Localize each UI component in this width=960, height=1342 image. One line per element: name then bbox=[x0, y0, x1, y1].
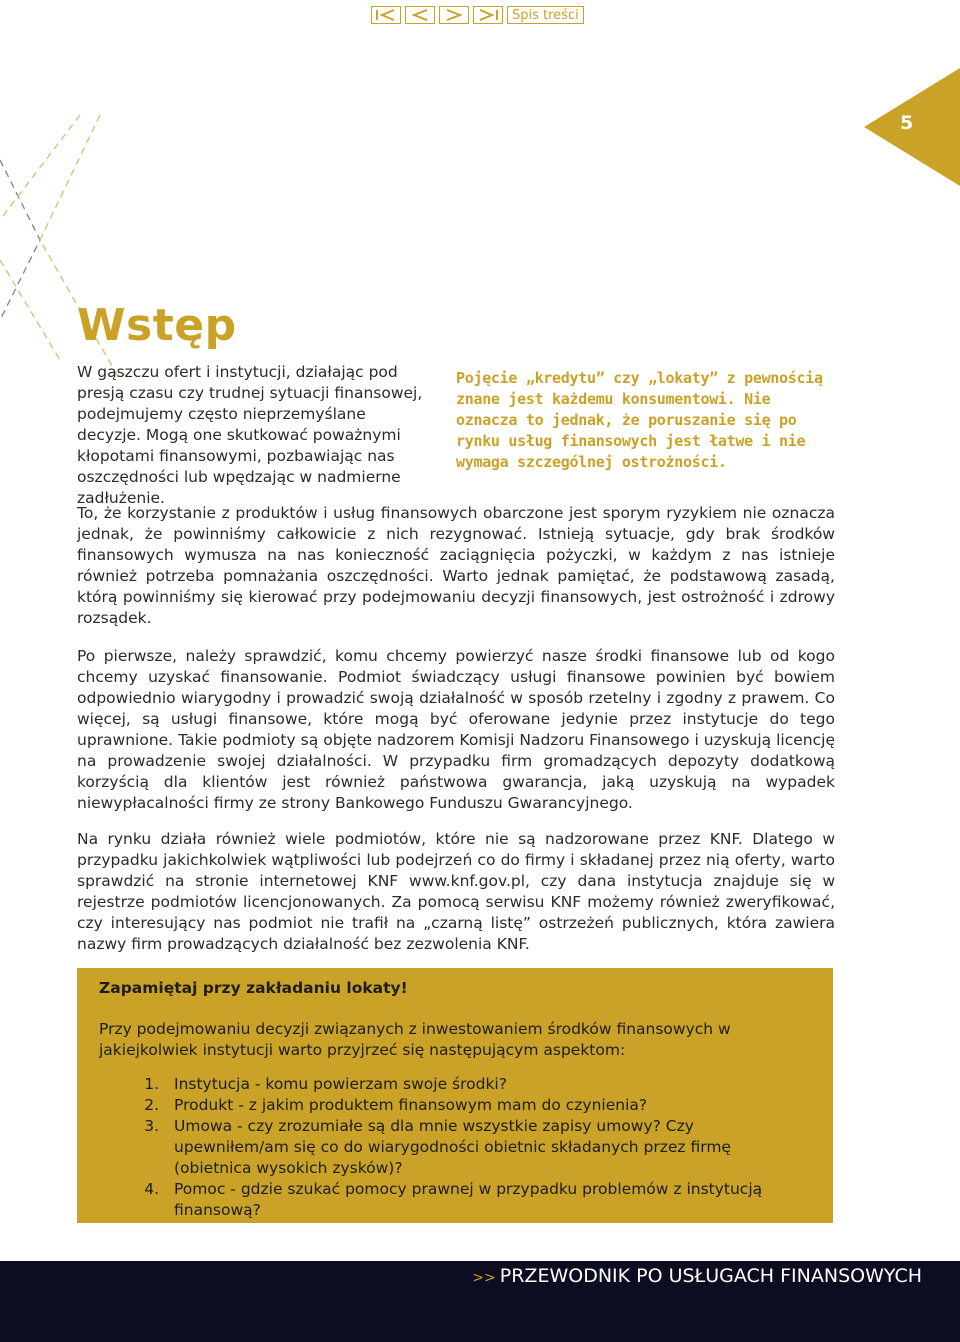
list-item: 1. Instytucja - komu powierzam swoje środki? bbox=[164, 1074, 811, 1095]
intro-paragraph: W gąszczu ofert i instytucji, działając pod presją czasu czy trudnej sytuacji finansowej, podejmujemy często nieprzemyślane decyzje. Mogą one skutkować poważnymi kłopotami finansowymi, pozbawiając nas oszczędności lub wpędzając w nadmierne zadłużenie. bbox=[77, 363, 423, 507]
pull-quote: Pojęcie „kredytu” czy „lokaty” z pewnością znane jest każdemu konsumentowi. Nie oznacza to jednak, że poruszanie się po rynku usług finansowych jest łatwe i nie wymaga szczególnej ostrożności. bbox=[456, 369, 823, 471]
first-page-button[interactable] bbox=[371, 6, 401, 24]
reminder-title: Zapamiętaj przy zakładaniu lokaty! bbox=[99, 979, 408, 997]
footer-arrow: >> bbox=[472, 1270, 496, 1286]
last-page-icon bbox=[477, 9, 499, 21]
footer-title bbox=[472, 1265, 922, 1287]
previous-page-icon bbox=[409, 9, 431, 21]
footer-title-text: PRZEWODNIK PO USŁUGACH FINANSOWYCH bbox=[499, 1265, 922, 1287]
body-paragraph: Na rynku działa również wiele podmiotów, które nie są nadzorowane przez KNF. Dlatego w przypadku jakichkolwiek wątpliwości lub podejrzeń co do firmy i składanej przez nią oferty, warto sprawdzić na stronie internetowej KNF www.knf.gov.pl, czy dana instytucja znajduje się w rejestrze podmiotów licencjonowanych. Za pomocą serwisu KNF możemy również zweryfikować, czy interesujący nas podmiot nie trafił na „czarną listę” ostrzeżeń publicznych, która zawiera nazwy firm prowadzących działalność bez zezwolenia KNF. bbox=[77, 830, 835, 953]
next-page-icon bbox=[443, 9, 465, 21]
top-navigation bbox=[371, 6, 584, 24]
list-item: 4. Pomoc - gdzie szukać pomocy prawnej w przypadku problemów z instytucją finansową? bbox=[164, 1179, 811, 1221]
aspects-list bbox=[99, 1074, 811, 1221]
body-paragraph: To, że korzystanie z produktów i usług finansowych obarczone jest sporym ryzykiem nie oznacza jednak, że powinniśmy całkowicie z nich rezygnować. Istnieją sytuacje, gdy brak środków finansowych wymusza na nas konieczność zaciągnięcia pożyczki, w każdym z nas istnieje również potrzeba pomnażania oszczędności. Warto jednak pamiętać, że podstawową zasadą, którą powinniśmy się kierować przy podejmowaniu decyzji finansowych, jest ostrożność i zdrowy rozsądek. bbox=[77, 504, 835, 627]
page-number: 5 bbox=[900, 112, 914, 134]
list-item: 3. Umowa - czy zrozumiałe są dla mnie wszystkie zapisy umowy? Czy upewniłem/am się co do wiarygodności obietnic składanych przez firmę (obietnica wysokich zysków)? bbox=[164, 1116, 811, 1179]
reminder-intro: Przy podejmowaniu decyzji związanych z inwestowaniem środków finansowych w jakiejkolwiek instytucji warto przyjrzeć się następującym aspektom: bbox=[99, 1020, 731, 1059]
page-title: Wstęp bbox=[77, 300, 237, 351]
previous-page-button[interactable] bbox=[405, 6, 435, 24]
reminder-box bbox=[77, 968, 833, 1223]
next-page-button[interactable] bbox=[439, 6, 469, 24]
list-item: 2. Produkt - z jakim produktem finansowym mam do czynienia? bbox=[164, 1095, 811, 1116]
last-page-button[interactable] bbox=[473, 6, 503, 24]
table-of-contents-button[interactable]: Spis treści bbox=[507, 6, 584, 24]
body-paragraph: Po pierwsze, należy sprawdzić, komu chcemy powierzyć nasze środki finansowe lub od kogo chcemy uzyskać finansowanie. Podmiot świadczący usługi finansowe powinien być bowiem odpowiednio wiarygodny i prowadzić swoją działalność w sposób rzetelny i zgodny z prawem. Co więcej, są usługi finansowe, które mogą być oferowane jedynie przez instytucje do tego uprawnione. Takie podmioty są objęte nadzorem Komisji Nadzoru Finansowego i uzyskują licencję na prowadzenie swojej działalności. W przypadku firm gromadzących depozyty dodatkową korzyścią dla klientów jest również państwowa gwarancja, jaką uzyskują na wypadek niewypłacalności firmy ze strony Bankowego Funduszu Gwarancyjnego. bbox=[77, 647, 835, 812]
first-page-icon bbox=[375, 9, 397, 21]
